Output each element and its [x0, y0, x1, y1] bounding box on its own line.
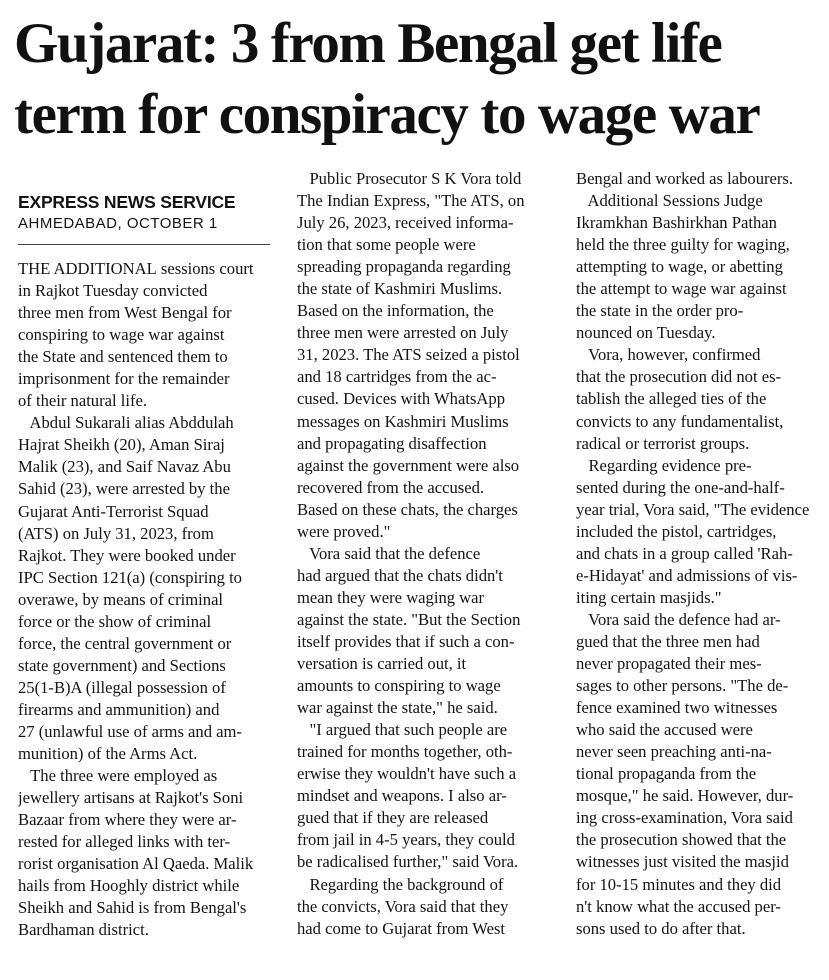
body-line: 31, 2023. The ATS seized a pistol: [297, 345, 520, 365]
body-line: witnesses just visited the masjid: [576, 852, 789, 872]
body-line-lead: THE ADDITIONAL sessions court: [18, 259, 254, 278]
body-line: hails from Hooghly district while: [18, 876, 240, 896]
body-line: included the pistol, cartridges,: [576, 521, 777, 541]
body-line: Additional Sessions Judge: [576, 191, 763, 211]
body-line: nounced on Tuesday.: [576, 323, 716, 343]
body-line: iting certain masjids.": [576, 587, 722, 607]
body-line: Abdul Sukarali alias Abddulah: [18, 413, 234, 433]
body-line: had argued that the chats didn't: [297, 565, 503, 585]
body-line: and chats in a group called 'Rah-: [576, 543, 793, 563]
body-line: mindset and weapons. I also ar-: [297, 786, 507, 806]
body-line: against the state. "But the Section: [297, 609, 521, 629]
body-line: Public Prosecutor S K Vora told: [297, 169, 522, 188]
body-line: overawe, by means of criminal: [18, 589, 224, 609]
body-line: and propagating disaffection: [297, 433, 487, 453]
body-line: Vora, however, confirmed: [576, 345, 761, 365]
body-line: never seen preaching anti-na-: [576, 742, 772, 762]
body-line: had come to Gujarat from West: [297, 918, 506, 938]
byline: EXPRESS NEWS SERVICE: [18, 192, 236, 212]
byline-divider: [18, 244, 270, 245]
headline-line-1: Gujarat: 3 from Bengal get life: [14, 12, 722, 75]
body-line: fence examined two witnesses: [576, 698, 778, 718]
body-line: attempting to wage, or abetting: [576, 257, 783, 277]
body-line: rorist organisation Al Qaeda. Malik: [18, 854, 254, 874]
headline-line-2: term for conspiracy to wage war: [14, 83, 760, 146]
body-line: ing cross-examination, Vora said: [576, 808, 793, 828]
body-line: July 26, 2023, received informa-: [297, 213, 514, 233]
body-line: who said the accused were: [576, 720, 753, 740]
body-line: the State and sentenced them to: [18, 347, 228, 367]
body-line: spreading propaganda regarding: [297, 257, 511, 277]
body-line: Gujarat Anti-Terrorist Squad: [18, 501, 209, 521]
body-line: tional propaganda from the: [576, 764, 757, 784]
body-line: three men were arrested on July: [297, 323, 509, 343]
body-line: Bengal and worked as labourers.: [576, 169, 794, 188]
body-line: n't know what the accused per-: [576, 896, 781, 916]
body-line: be radicalised further," said Vora.: [297, 852, 519, 872]
body-line: tion that some people were: [297, 235, 476, 255]
body-line: Hajrat Sheikh (20), Aman Siraj: [18, 435, 225, 455]
body-line: that the prosecution did not es-: [576, 367, 782, 387]
body-line: munition) of the Arms Act.: [18, 744, 198, 764]
body-line: messages on Kashmiri Muslims: [297, 411, 509, 431]
body-line: conspiring to wage war against: [18, 325, 225, 345]
body-line: the attempt to wage war against: [576, 279, 787, 299]
body-line: imprisonment for the remainder: [18, 369, 230, 389]
body-line: trained for months together, oth-: [297, 742, 513, 762]
body-line: The three were employed as: [18, 766, 218, 786]
body-line: year trial, Vora said, "The evidence: [576, 499, 810, 519]
body-line: the state of Kashmiri Muslims.: [297, 279, 503, 299]
body-line: radical or terrorist groups.: [576, 433, 750, 453]
body-line: sages to other persons. "The de-: [576, 676, 789, 696]
dateline: AHMEDABAD, OCTOBER 1: [18, 215, 218, 232]
body-line: mosque," he said. However, dur-: [576, 786, 794, 806]
body-line: rested for alleged links with ter-: [18, 832, 231, 852]
body-line: gued that the three men had: [576, 631, 760, 651]
article-column-2: [297, 168, 549, 940]
body-line: recovered from the accused.: [297, 477, 485, 497]
body-line: held the three guilty for waging,: [576, 235, 790, 255]
body-line: Regarding evidence pre-: [576, 455, 752, 475]
body-line: Bardhaman district.: [18, 920, 149, 940]
article-column-3: [576, 168, 829, 940]
body-line: never propagated their mes-: [576, 654, 762, 674]
body-line: sons used to do after that.: [576, 918, 746, 938]
body-line: war against the state," he said.: [297, 698, 498, 718]
body-line: were proved.": [297, 521, 391, 541]
headline: [14, 8, 826, 150]
body-line: Based on these chats, the charges: [297, 499, 518, 519]
body-line: gued that if they are released: [297, 808, 489, 828]
body-line: Sahid (23), were arrested by the: [18, 479, 230, 499]
body-line: "I argued that such people are: [297, 720, 508, 740]
lead-words: THE ADDITIONAL: [18, 259, 157, 278]
body-line: Malik (23), and Saif Navaz Abu: [18, 457, 231, 477]
body-line: Sheikh and Sahid is from Bengal's: [18, 898, 247, 918]
body-line: force or the show of criminal: [18, 611, 212, 631]
body-line: itself provides that if such a con-: [297, 631, 515, 651]
body-line: IPC Section 121(a) (conspiring to: [18, 567, 242, 587]
body-line: 25(1-B)A (illegal possession of: [18, 677, 226, 697]
body-line: Regarding the background of: [297, 874, 504, 894]
body-line: state government) and Sections: [18, 655, 226, 675]
article-column-1: [18, 168, 270, 941]
body-line: e-Hidayat' and admissions of vis-: [576, 565, 798, 585]
body-line: erwise they wouldn't have such a: [297, 764, 517, 784]
body-line: of their natural life.: [18, 391, 148, 411]
body-line: tablish the alleged ties of the: [576, 389, 767, 409]
body-line: versation is carried out, it: [297, 654, 467, 674]
body-line: amounts to conspiring to wage: [297, 676, 501, 696]
body-line: sented during the one-and-half-: [576, 477, 785, 497]
body-line: from jail in 4-5 years, they could: [297, 830, 515, 850]
column-1-body: [18, 258, 270, 941]
body-line: 27 (unlawful use of arms and am-: [18, 721, 242, 741]
body-line: Rajkot. They were booked under: [18, 545, 236, 565]
body-line: Bazaar from where they were ar-: [18, 810, 237, 830]
body-line: Ikramkhan Bashirkhan Pathan: [576, 213, 777, 233]
body-line: force, the central government or: [18, 633, 232, 653]
body-line: cused. Devices with WhatsApp: [297, 389, 505, 409]
body-line: three men from West Bengal for: [18, 303, 232, 323]
body-line: the prosecution showed that the: [576, 830, 787, 850]
body-line: Based on the information, the: [297, 301, 494, 321]
body-line: Vora said that the defence: [297, 543, 481, 563]
body-line: for 10-15 minutes and they did: [576, 874, 782, 894]
body-line: mean they were waging war: [297, 587, 485, 607]
body-line: firearms and ammunition) and: [18, 699, 220, 719]
body-line: Vora said the defence had ar-: [576, 609, 781, 629]
body-line: convicts to any fundamentalist,: [576, 411, 784, 431]
body-line: the state in the order pro-: [576, 301, 744, 321]
body-line: jewellery artisans at Rajkot's Soni: [18, 788, 244, 808]
body-line: in Rajkot Tuesday convicted: [18, 281, 208, 301]
body-line: The Indian Express, "The ATS, on: [297, 191, 525, 211]
body-line: against the government were also: [297, 455, 520, 475]
body-line: the convicts, Vora said that they: [297, 896, 509, 916]
body-line: and 18 cartridges from the ac-: [297, 367, 497, 387]
body-line: (ATS) on July 31, 2023, from: [18, 523, 214, 543]
